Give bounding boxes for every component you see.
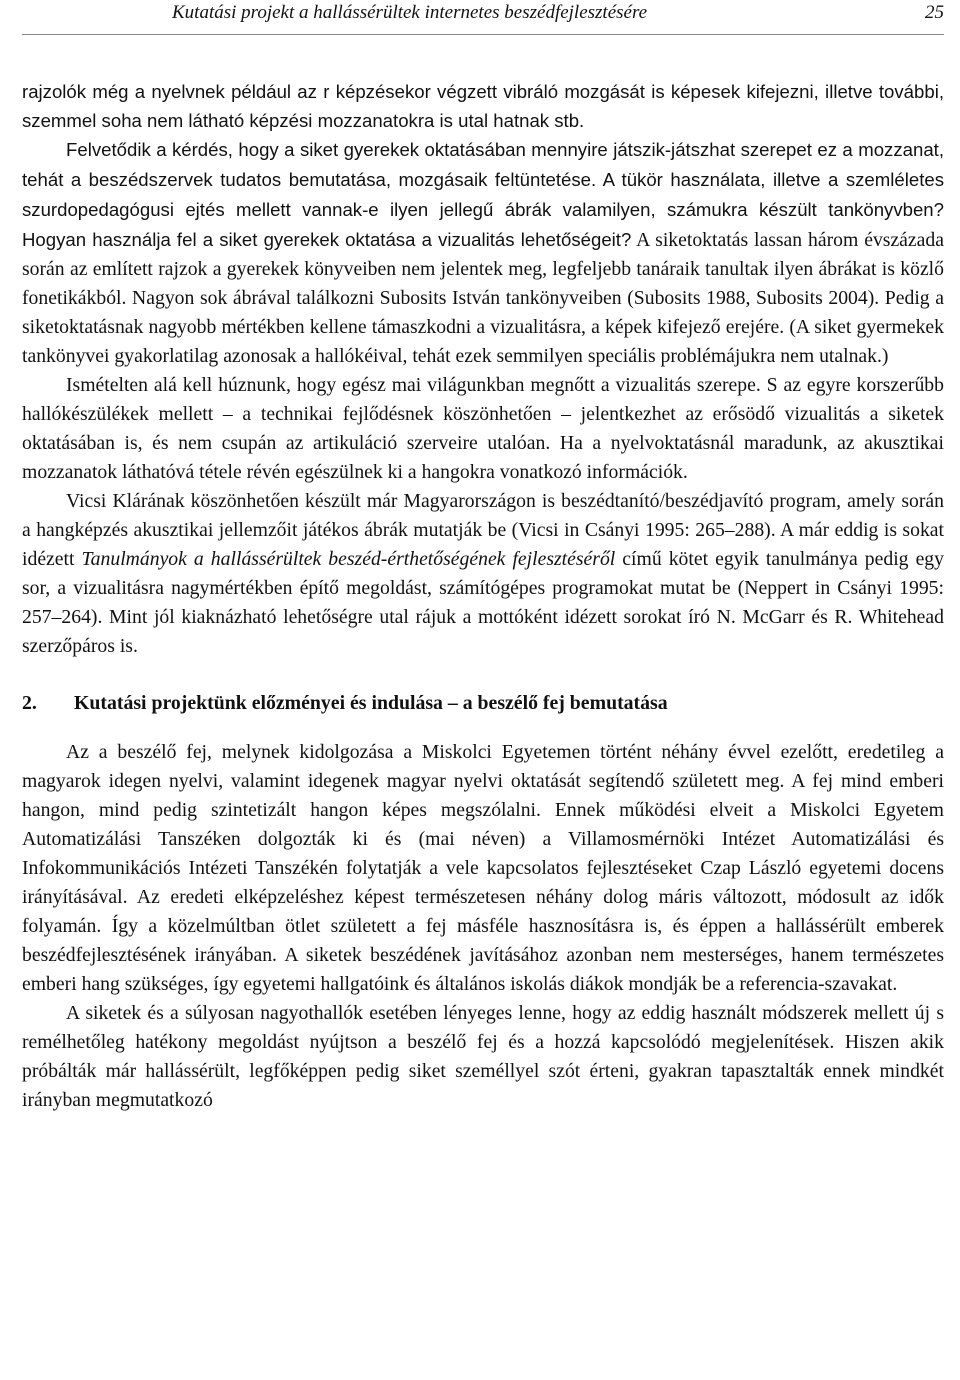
paragraph [22,371,944,487]
paragraph [22,487,944,661]
running-header [22,0,944,35]
header-title: Kutatási projekt a hallássérültek internetes beszédfejlesztésére [172,2,648,23]
paragraph-continued [22,77,944,135]
book-title: Tanulmányok a hallássérültek beszéd-érthetőségének fejlesztéséről [81,548,616,570]
paragraph [22,738,944,999]
paragraph-text: Az a beszélő fej, melynek kidolgozása a Miskolci Egyetemen történt néhány évvel ezelőtt, eredetileg a magyarok idegen nyelvi, valamint idegenek magyar nyelvi oktatását segítendő született meg. A fej mind emberi hangon, mind pedig szintetizált hangon képes megszólalni. Ennek működési elveit a Miskolci Egyetem Automatizálási Tanszéken dolgozták ki és (mai néven) a Villamosmérnöki Intézet Automatizálási és Infokommunikációs Intézeti Tanszékén folytatják a vele kapcsolatos fejlesztéseket Czap László egyetemi docens irányításával. Az eredeti elképzeléshez képest természetesen néhány dolog máris változott, módosult az idők folyamán. Így a közelmúltban ötlet született a fej másféle hasznosításra is, és éppen a hallássérült emberek beszédfejlesztésének irányában. A siketek beszédének javításához azonban nem mesterséges, hanem természetes emberi hang szükséges, így egyetemi hallgatóink és általános iskolás diákok mondják be a referencia-szavakat. [22,741,944,995]
paragraph-text-sans: Felvetődik a kérdés, hogy a siket gyerekek oktatásában mennyire játszik-játszhat szerepet ez a mozzanat, tehát a beszédszervek tudatos bemutatása, mozgásaik feltüntetése. A tükör használata, illetve a szemléletes szurdopedagógusi ejtés mellett vannak-e ilyen jellegű ábrák valamilyen, számukra készült tankönyvben? Hogyan használja fel a siket gyerekek oktatása a vizualitás lehetőségeit? [22,139,944,250]
page-body [22,77,944,1115]
paragraph-text: című kötet egyik tanulmánya pedig egy sor, a vizualitásra nagymértékben építő megoldást, számítógépes programokat mutat be (Neppert in Csányi 1995: 257–264). Mint jól kiaknázható lehetőségre utal rájuk a mottóként idézett sorokat író N. McGarr és R. Whitehead szerzőpáros is. [22,548,944,657]
section-heading [22,689,944,718]
paragraph-text: A siketoktatás lassan három évszázada során az említett rajzok a gyerekek könyveiben nem jelentek meg, legfeljebb tanáraik tanultak ilyen ábrákat is közlő fonetikákból. Nagyon sok ábrával találkozni Subosits István tankönyveiben (Subosits 1988, Subosits 2004). Pedig a siketoktatásnak nagyobb mértékben kellene támaszkodni a vizualitásra, a képek kifejező erejére. (A siket gyermekek tankönyvei gyakorlatilag azonosak a hallókéival, tehát ezek semmilyen speciális problémájukra nem utalnak.) [22,229,944,367]
paragraph [22,135,944,371]
section-number: 2. [22,692,37,714]
section-title: Kutatási projektünk előzményei és indulása – a beszélő fej bemutatása [74,692,668,714]
paragraph-text: Ismételten alá kell húznunk, hogy egész mai világunkban megnőtt a vizualitás szerepe. S az egyre korszerűbb hallókészülékek mellett – a technikai fejlődésnek köszönhetően – jelentkezhet az erősödő vizualitás a siketek oktatásában is, és nem csupán az artikuláció szerveire utalóan. Ha a nyelvoktatásnál maradunk, az akusztikai mozzanatok láthatóvá tétele révén egészülnek ki a hangokra vonatkozó információk. [22,374,944,483]
paragraph-text: rajzolók még a nyelvnek például az r képzésekor végzett vibráló mozgását is képesek kifejezni, illetve további, szemmel soha nem látható képzési mozzanatokra is utal hatnak stb. [22,81,944,131]
paragraph-text: A siketek és a súlyosan nagyothallók esetében lényeges lenne, hogy az eddig használt módszerek mellett új s remélhetőleg hatékony megoldást nyújtson a beszélő fej és a hozzá kapcsolódó megjelenítések. Hiszen akik próbálták már hallássérült, legfőképpen pedig siket személlyel szót érteni, gyakran tapasztalták ennek mindkét irányban megmutatkozó [22,1002,944,1111]
paragraph [22,999,944,1115]
page-number: 25 [925,2,944,23]
paragraph-text: Vicsi Klárának köszönhetően készült már Magyarországon is beszédtanító/beszédjavító program, amely során a hangképzés akusztikai jellemzőit játékos ábrák mutatják be (Vicsi in Csányi 1995: 265–288). A már eddig is sokat idézett [22,490,944,570]
